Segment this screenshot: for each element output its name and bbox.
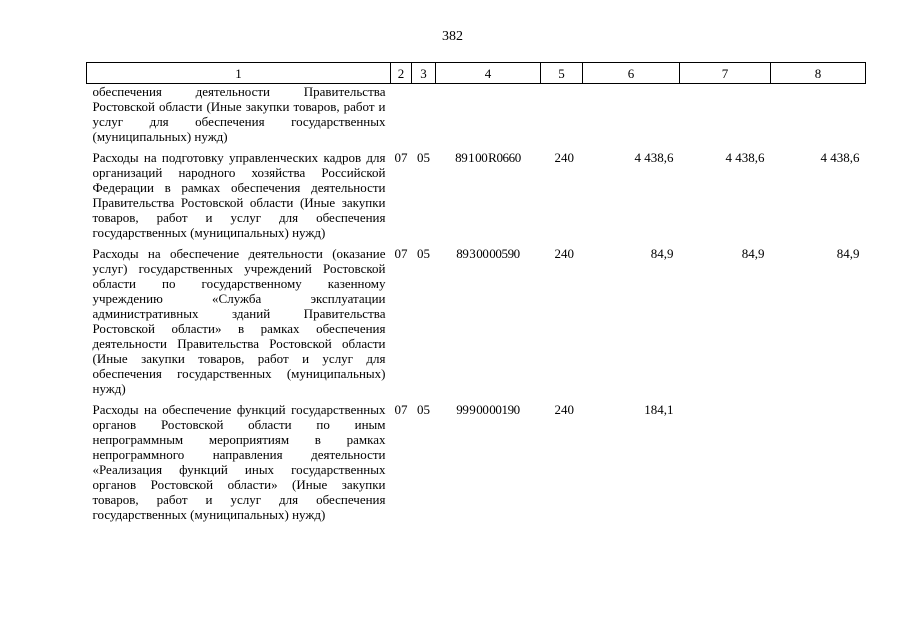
row-amount-1: [583, 84, 680, 151]
row-expense-type: 240: [554, 150, 574, 165]
row-amount-2: 84,9: [741, 246, 765, 261]
row-description: Расходы на обеспечение деятельности (оказание услуг) государственных учреждений Ростовской области по государственному казенному учреждению «Служба эксплуатации административных зданий Правительства Ростовской области» в рамках обеспечения деятельности Правительства Ростовской области (Иные закупки товаров, работ и услуг для обеспечения государственных (муниципальных) нужд): [92, 246, 386, 396]
row-amount-2: [680, 402, 771, 528]
row-amount-2: [680, 84, 771, 151]
row-target-code: 99 9 00 00190: [456, 402, 520, 417]
header-col-6: 6: [583, 63, 680, 84]
row-amount-1: 84,9: [650, 246, 674, 261]
row-subsection: [412, 84, 436, 151]
row-description: Расходы на обеспечение функций государственных органов Ростовской области по иным непрограммным мероприятиям в рамках непрограммного направления деятельности «Реализация функций иных государственных органов Ростовской области» (Иные закупки товаров, работ и услуг для обеспечения государственных (муниципальных) нужд): [92, 402, 386, 522]
row-amount-3: [771, 402, 866, 528]
row-description: обеспечения деятельности Правительства Ростовской области (Иные закупки товаров, работ и услуг для обеспечения государственных (муниципальных) нужд): [92, 84, 386, 144]
header-row: [87, 63, 866, 84]
table-row: [87, 150, 866, 246]
row-section: 07: [394, 150, 408, 165]
row-amount-2: 4 438,6: [725, 150, 765, 165]
row-amount-3: [771, 84, 866, 151]
row-expense-type: [541, 84, 583, 151]
row-section: [391, 84, 412, 151]
header-col-1: 1: [87, 63, 391, 84]
header-col-5: 5: [541, 63, 583, 84]
row-subsection: 05: [417, 150, 430, 165]
row-description: Расходы на подготовку управленческих кадров для организаций народного хозяйства Российской Федерации в рамках обеспечения деятельности Правительства Ростовской области (Иные закупки товаров, работ и услуг для обеспечения государственных (муниципальных) нужд): [92, 150, 386, 240]
row-target-code: [436, 84, 541, 151]
header-col-8: 8: [771, 63, 866, 84]
row-target-code: 89 1 00 R0660: [455, 150, 521, 165]
header-col-2: 2: [391, 63, 412, 84]
row-subsection: 05: [417, 402, 430, 417]
header-col-3: 3: [412, 63, 436, 84]
row-section: 07: [394, 246, 408, 261]
budget-table: [86, 62, 866, 528]
row-amount-3: 4 438,6: [820, 150, 860, 165]
row-expense-type: 240: [554, 246, 574, 261]
header-col-4: 4: [436, 63, 541, 84]
table-row: [87, 246, 866, 402]
row-expense-type: 240: [554, 402, 574, 417]
row-amount-1: 4 438,6: [634, 150, 674, 165]
table-row: [87, 84, 866, 151]
page-number: 382: [442, 29, 463, 44]
row-section: 07: [394, 402, 408, 417]
table-body: [87, 84, 866, 529]
row-amount-3: 84,9: [836, 246, 860, 261]
table-row: [87, 402, 866, 528]
row-target-code: 89 3 00 00590: [456, 246, 520, 261]
header-col-7: 7: [680, 63, 771, 84]
row-subsection: 05: [417, 246, 430, 261]
row-amount-1: 184,1: [644, 402, 674, 417]
table-header: [87, 63, 866, 84]
